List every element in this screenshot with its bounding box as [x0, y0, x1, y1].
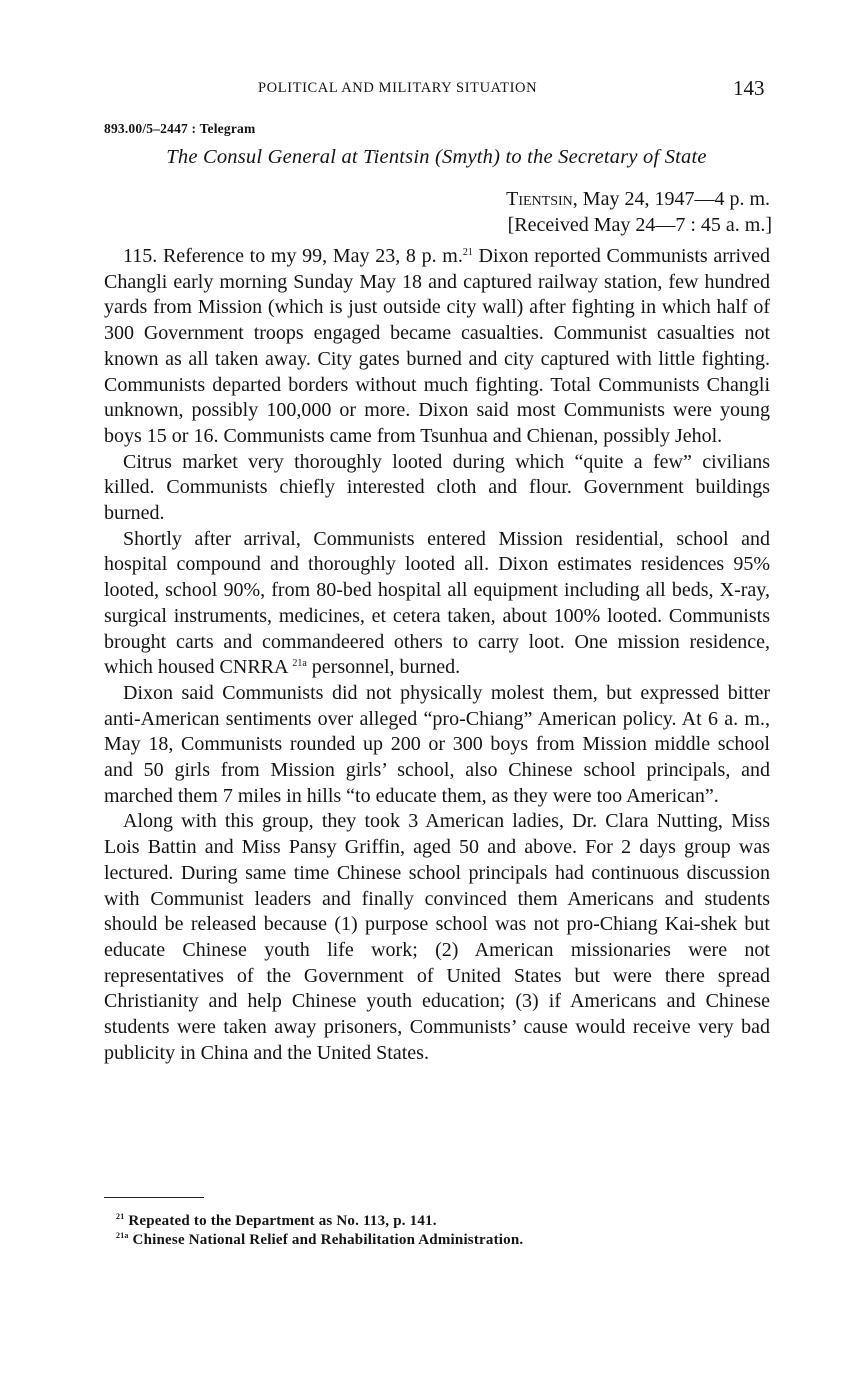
- running-title: POLITICAL AND MILITARY SITUATION: [258, 80, 538, 96]
- dateline-place: Tientsin: [506, 188, 573, 210]
- footnote-text: Repeated to the Department as No. 113, p. 141.: [124, 1213, 437, 1229]
- paragraph-4: Dixon said Communists did not physically molest them, but expressed bitter anti-American sentiments over alleged “pro-Chiang” American policy. At 6 a. m., May 18, Communists rounded up 200 or 300 boys from Mission middle school and 50 girls from Mission girls’ school, also Chinese school principals, and marched them 7 miles in hills “to educate them, as they were too American”.: [104, 681, 770, 807]
- footnote-21a: [116, 1231, 523, 1250]
- footnote-mark: 21: [116, 1212, 125, 1221]
- footnotes: [116, 1212, 523, 1250]
- footnote-21: [116, 1212, 523, 1231]
- file-reference: 893.00/5–2447 : Telegram: [104, 121, 256, 136]
- telegram-body: [104, 244, 770, 1067]
- footnote-ref-21: 21: [462, 247, 473, 258]
- paragraph-1: 115. Reference to my 99, May 23, 8 p. m.$^{21}$ Dixon reported Communists arrived Changli early morning Sunday May 18 and captured railway station, few hundred yards from Mission (which is just outside city wall) after fighting in which half of 300 Government troops engaged became casualties. Communist casualties not known as all taken away. City gates burned and city captured with little fighting. Communists departed borders without much fighting. Total Communists Changli unknown, possibly 100,000 or more. Dixon said most Communists were young boys 15 or 16. Communists came from Tsunhua and Chienan, possibly Jehol.: [104, 245, 770, 447]
- received-line: [Received May 24—7 : 45 a. m.]: [507, 214, 772, 236]
- footnote-ref-21a: 21a: [292, 658, 307, 670]
- footnote-text: Chinese National Relief and Rehabilitation Administration.: [128, 1232, 524, 1248]
- document-title: The Consul General at Tientsin (Smyth) to the Secretary of State: [166, 146, 707, 168]
- footnote-mark: 21a: [116, 1231, 129, 1240]
- paragraph-3: Shortly after arrival, Communists entered Mission residential, school and hospital compound and thoroughly looted all. Dixon estimates residences 95% looted, school 90%, from 80-bed hospital all equipment including all beds, X-ray, surgical instruments, medicines, et cetera taken, about 100% looted. Communists brought carts and commandeered others to carry loot. One mission residence, which housed CNRRA $^{21a}$ personnel, burned.: [104, 527, 770, 679]
- page-number: 143: [733, 76, 765, 100]
- paragraph-5: Along with this group, they took 3 American ladies, Dr. Clara Nutting, Miss Lois Battin and Miss Pansy Griffin, aged 50 and above. For 2 days group was lectured. During same time Chinese school principals had continuous discussion with Communist leaders and finally convinced them Americans and students should be released because (1) purpose school was not pro-Chiang Kai-shek but educate Chinese youth life work; (2) American missionaries were not representatives of the Government of United States but were there spread Christianity and help Chinese youth education; (3) if Americans and Chinese students were taken away prisoners, Communists’ cause would receive very bad publicity in China and the United States.: [104, 810, 770, 1064]
- paragraph-2: Citrus market very thoroughly looted during which “quite a few” civilians killed. Communists chiefly interested cloth and flour. Government buildings burned.: [104, 450, 770, 525]
- dateline-date: , May 24, 1947—4 p. m.: [572, 188, 770, 210]
- footnote-divider: [104, 1197, 204, 1198]
- running-head: [0, 76, 863, 102]
- dateline: [506, 188, 770, 211]
